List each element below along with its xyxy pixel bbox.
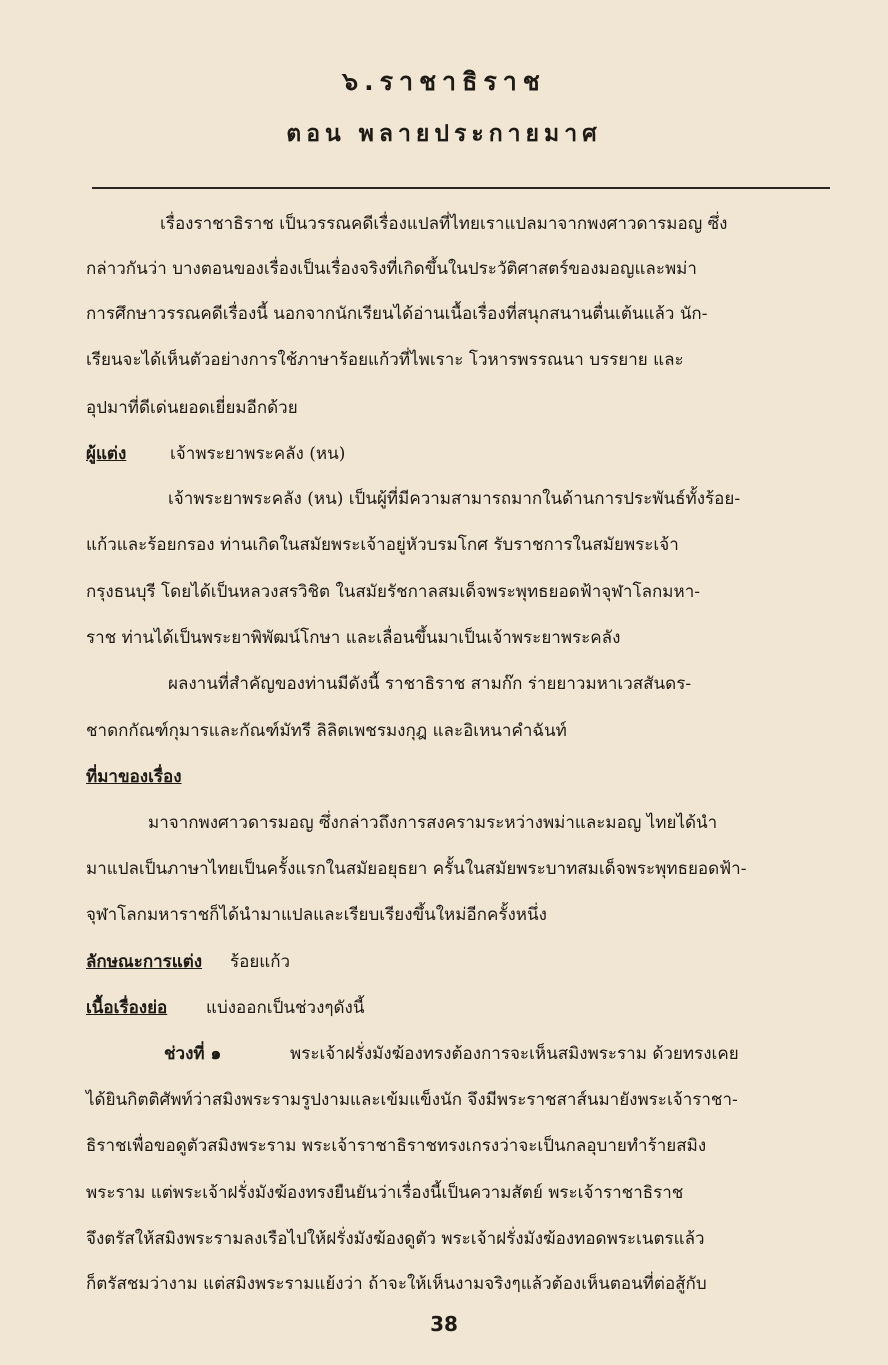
source-line: มาแปลเป็นภาษาไทยเป็นครั้งแรกในสมัยอยุธยา ครั้นในสมัยพระบาทสมเด็จพระพุทธยอดฟ้า- <box>86 859 747 879</box>
intro-line: อุปมาที่ดีเด่นยอดเยี่ยมอีกด้วย <box>86 398 298 418</box>
source-line: จุฬาโลกมหาราชก็ได้นำมาแปลและเรียบเรียงขึ้นใหม่อีกครั้งหนึ่ง <box>86 905 547 925</box>
author-works-line: ชาดกกัณฑ์กุมารและกัณฑ์มัทรี ลิลิตเพชรมงกุฎ และอิเหนาคำฉันท์ <box>86 721 567 741</box>
chapter-subtitle: ตอน พลายประกายมาศ <box>286 121 602 147</box>
source-line: มาจากพงศาวดารมอญ ซึ่งกล่าวถึงการสงครามระหว่างพม่าและมอญ ไทยได้นำ <box>148 813 718 833</box>
page-number: 38 <box>430 1312 458 1336</box>
plot-line: ธิราชเพื่อขอดูตัวสมิงพระราม พระเจ้าราชาธิราชทรงเกรงว่าจะเป็นกลอุบายทำร้ายสมิง <box>86 1136 707 1156</box>
author-bio-line: แก้วและร้อยกรอง ท่านเกิดในสมัยพระเจ้าอยู่หัวบรมโกศ รับราชการในสมัยพระเจ้า <box>86 535 679 555</box>
style-heading: ลักษณะการแต่ง <box>86 952 203 972</box>
intro-line: การศึกษาวรรณคดีเรื่องนี้ นอกจากนักเรียนได้อ่านเนื้อเรื่องที่สนุกสนานตื่นเต้นแล้ว นัก- <box>86 304 708 324</box>
author-heading: ผู้แต่ง <box>86 444 127 464</box>
author-works-line: ผลงานที่สำคัญของท่านมีดังนี้ ราชาธิราช สามก๊ก ร่ายยาวมหาเวสสันดร- <box>168 674 692 694</box>
source-heading: ที่มาของเรื่อง <box>86 767 182 787</box>
plot-line: พระเจ้าฝรั่งมังฆ้องทรงต้องการจะเห็นสมิงพระราม ด้วยทรงเคย <box>290 1044 739 1064</box>
intro-line: เรียนจะได้เห็นตัวอย่างการใช้ภาษาร้อยแก้วที่ไพเราะ โวหารพรรณนา บรรยาย และ <box>86 350 684 370</box>
plot-intro: แบ่งออกเป็นช่วงๆดังนี้ <box>206 998 365 1018</box>
plot-line: ได้ยินกิตติศัพท์ว่าสมิงพระรามรูปงามและเข้มแข็งนัก จึงมีพระราชสาส์นมายังพระเจ้าราชา- <box>86 1090 738 1110</box>
chapter-title: ๖.ราชาธิราช <box>342 67 546 96</box>
author-name: เจ้าพระยาพระคลัง (หน) <box>170 444 346 464</box>
author-bio-line: ราช ท่านได้เป็นพระยาพิพัฒน์โกษา และเลื่อนขึ้นมาเป็นเจ้าพระยาพระคลัง <box>86 628 621 648</box>
plot-heading: เนื้อเรื่องย่อ <box>86 998 168 1018</box>
plot-part-label: ช่วงที่ ๑ <box>164 1044 222 1064</box>
intro-line: เรื่องราชาธิราช เป็นวรรณคดีเรื่องแปลที่ไทยเราแปลมาจากพงศาวดารมอญ ซึ่ง <box>160 214 728 234</box>
author-bio-line: เจ้าพระยาพระคลัง (หน) เป็นผู้ที่มีความสามารถมากในด้านการประพันธ์ทั้งร้อย- <box>168 489 741 509</box>
style-value: ร้อยแก้ว <box>230 952 291 972</box>
plot-line: ก็ตรัสชมว่างาม แต่สมิงพระรามแย้งว่า ถ้าจะให้เห็นงามจริงๆแล้วต้องเห็นตอนที่ต่อสู้กับ <box>86 1274 707 1294</box>
plot-line: จึงตรัสให้สมิงพระรามลงเรือไปให้ฝรั่งมังฆ้องดูตัว พระเจ้าฝรั่งมังฆ้องทอดพระเนตรแล้ว <box>86 1229 705 1249</box>
author-bio-line: กรุงธนบุรี โดยได้เป็นหลวงสรวิชิต ในสมัยรัชกาลสมเด็จพระพุทธยอดฟ้าจุฬาโลกมหา- <box>86 582 701 602</box>
intro-line: กล่าวกันว่า บางตอนของเรื่องเป็นเรื่องจริงที่เกิดขึ้นในประวัติศาสตร์ของมอญและพม่า <box>86 259 697 279</box>
title-divider <box>92 187 830 189</box>
plot-line: พระราม แต่พระเจ้าฝรั่งมังฆ้องทรงยืนยันว่าเรื่องนี้เป็นความสัตย์ พระเจ้าราชาธิราช <box>86 1183 684 1203</box>
